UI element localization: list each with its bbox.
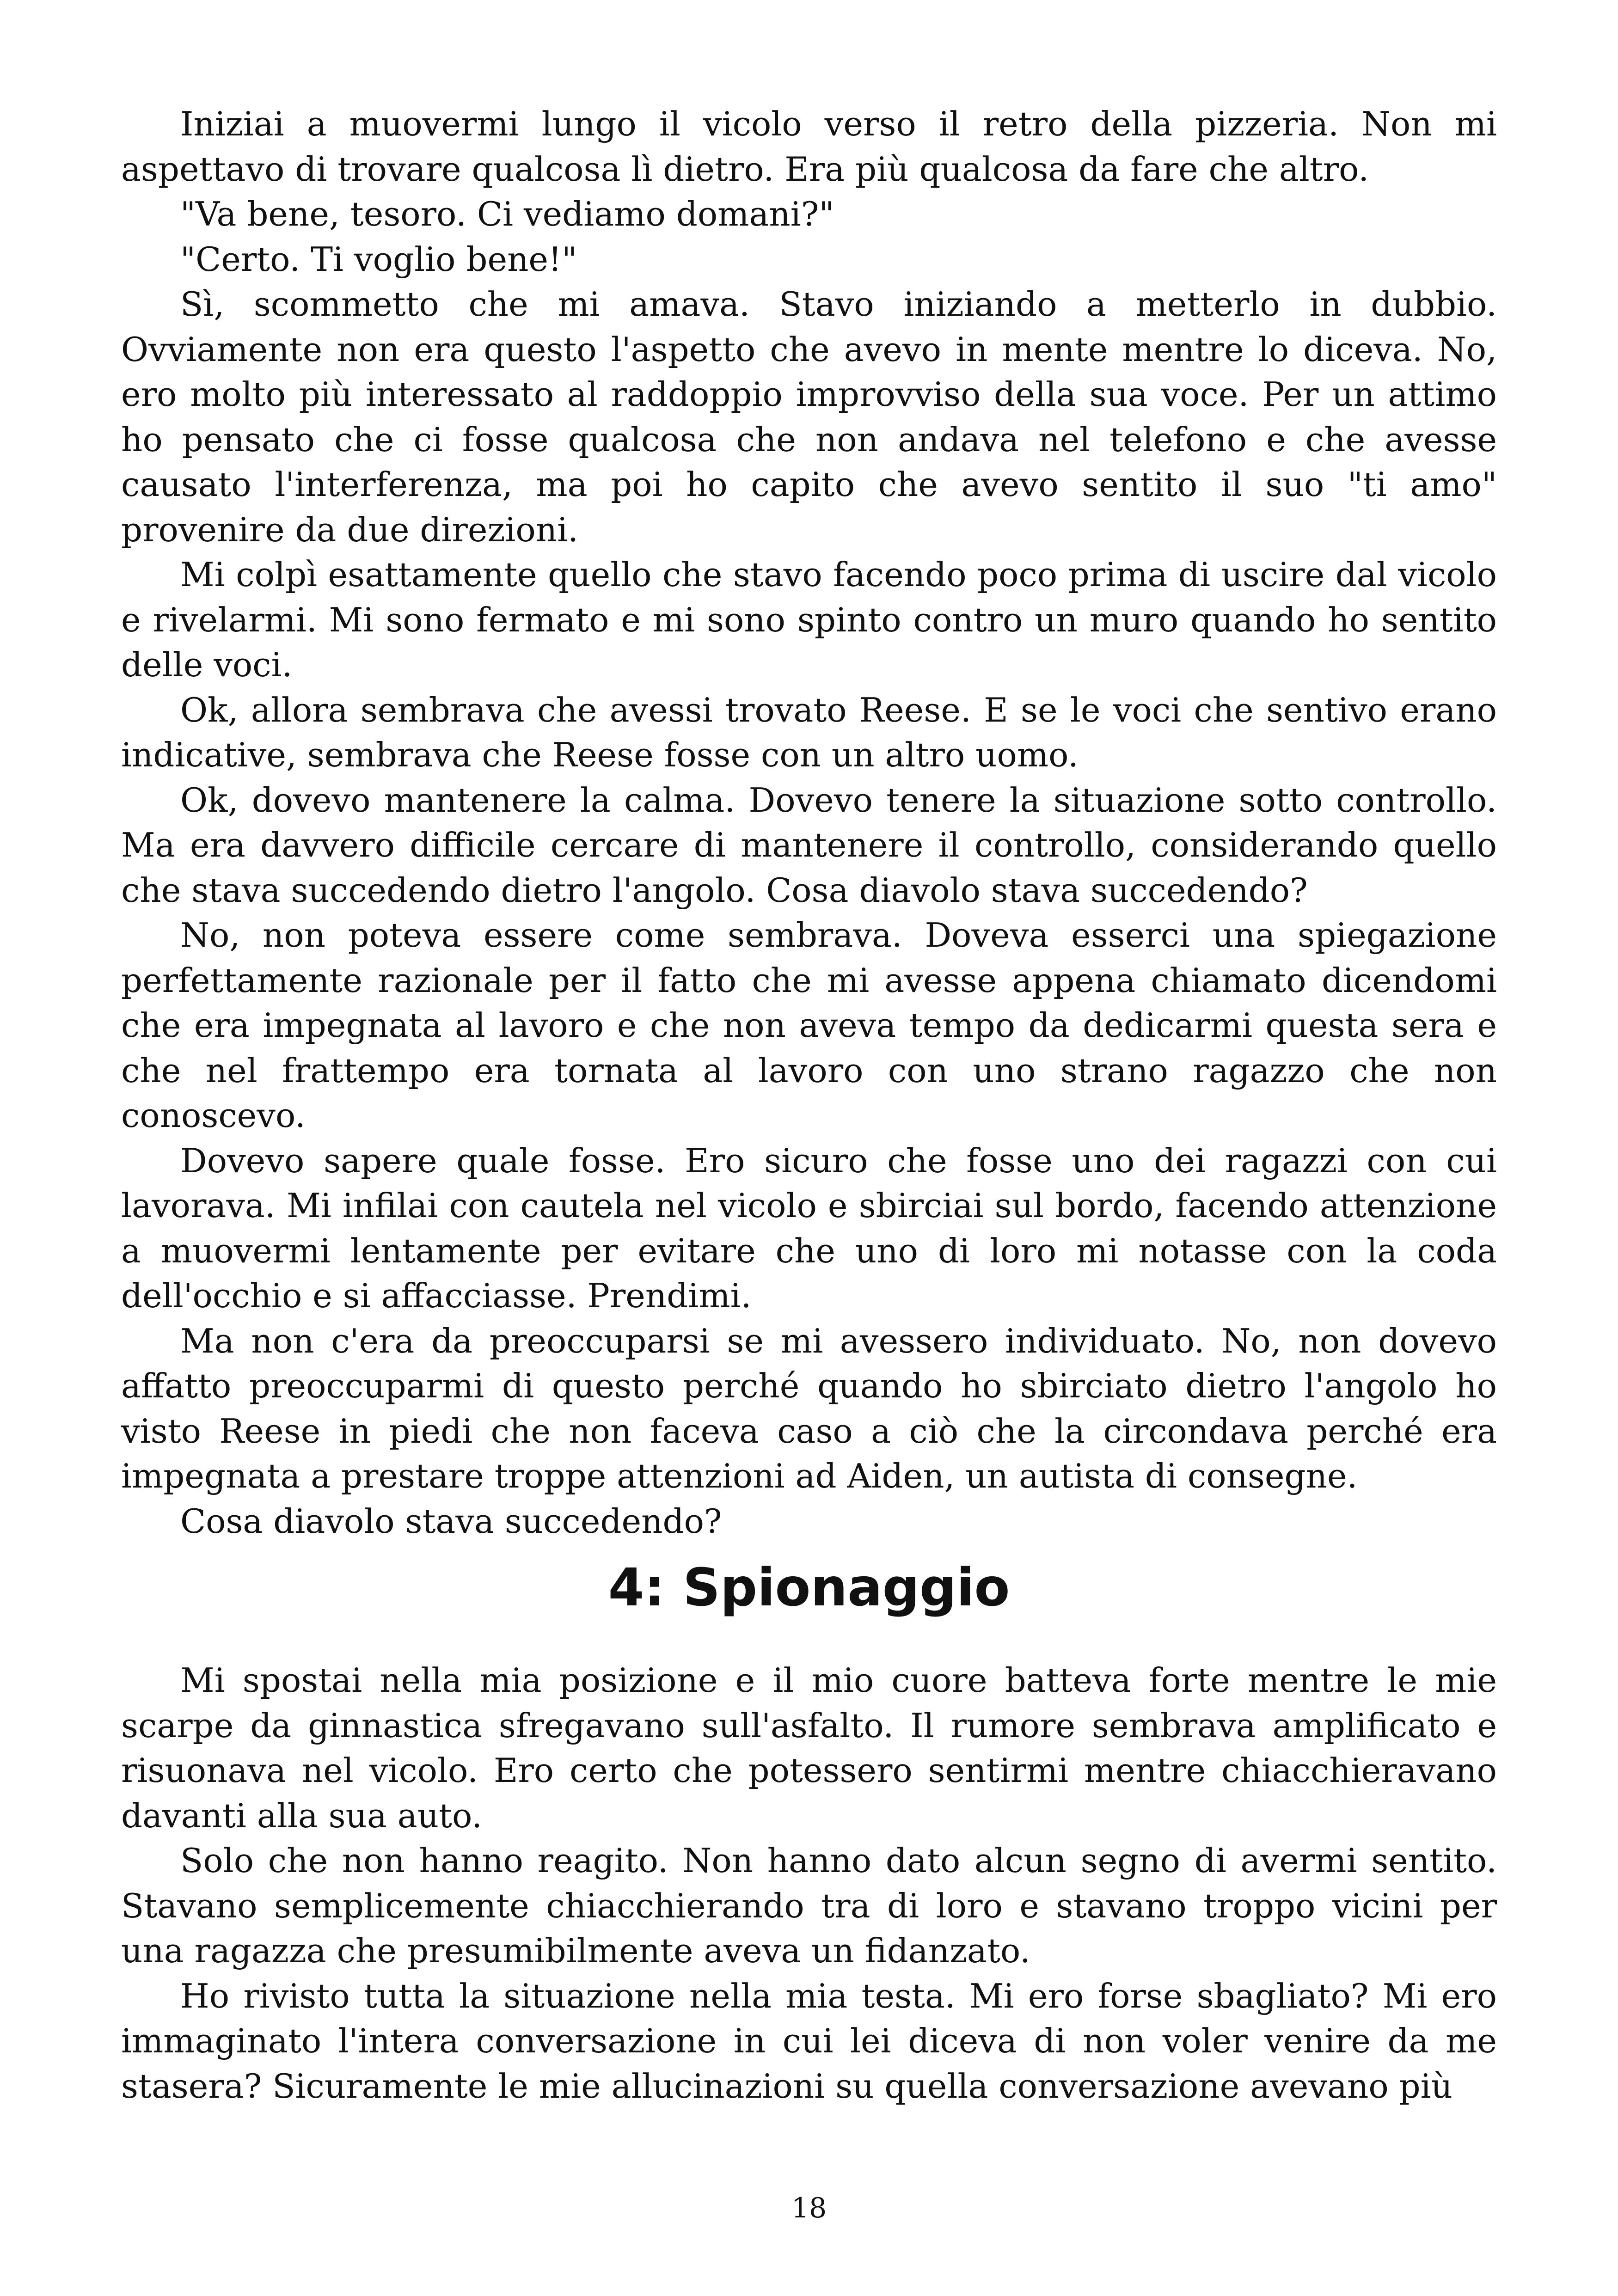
paragraph: Ok, allora sembrava che avessi trovato Reese. E se le voci che sentivo erano indicative, sembrava che Reese fosse con un altro uomo. (121, 690, 1497, 774)
paragraph: Mi spostai nella mia posizione e il mio cuore batteva forte mentre le mie scarpe da ginnastica sfregavano sull'asfalto. Il rumore sembrava amplificato e risuonava nel vicolo. Ero certo che potessero sentirmi mentre chiacchieravano davanti alla sua auto. (121, 1661, 1497, 1835)
paragraph: Dovevo sapere quale fosse. Ero sicuro che fosse uno dei ragazzi con cui lavorava. Mi infilai con cautela nel vicolo e sbirciai sul bordo, facendo attenzione a muovermi lentamente per evitare che uno di loro mi notasse con la coda dell'occhio e si affacciasse. Prendimi. (121, 1141, 1497, 1315)
paragraph: Mi colpì esattamente quello che stavo facendo poco prima di uscire dal vicolo e rivelarmi. Mi sono fermato e mi sono spinto contro un muro quando ho sentito delle voci. (121, 555, 1497, 684)
page-number: 18 (791, 2192, 827, 2224)
paragraph: Ho rivisto tutta la situazione nella mia testa. Mi ero forse sbagliato? Mi ero immaginato l'intera conversazione in cui lei diceva di non voler venire da me stasera? Sicuramente le mie allucinazioni su quella conversazione avevano più (121, 1976, 1497, 2106)
paragraph: Ma non c'era da preoccuparsi se mi avessero individuato. No, non dovevo affatto preoccuparmi di questo perché quando ho sbirciato dietro l'angolo ho visto Reese in piedi che non faceva caso a ciò che la circondava perché era impegnata a prestare troppe attenzioni ad Aiden, un autista di consegne. (121, 1321, 1497, 1495)
paragraph: Solo che non hanno reagito. Non hanno dato alcun segno di avermi sentito. Stavano semplicemente chiacchierando tra di loro e stavano troppo vicini per una ragazza che presumibilmente aveva un fidanzato. (121, 1841, 1497, 1970)
paragraph: Cosa diavolo stava succedendo? (180, 1501, 722, 1541)
paragraph: Sì, scommetto che mi amava. Stavo iniziando a metterlo in dubbio. Ovviamente non era questo l'aspetto che avevo in mente mentre lo diceva. No, ero molto più interessato al raddoppio improvviso della sua voce. Per un attimo ho pensato che ci fosse qualcosa che non andava nel telefono e che avesse causato l'interferenza, ma poi ho capito che avevo sentito il suo "ti amo" provenire da due direzioni. (121, 285, 1497, 549)
paragraph: Iniziai a muovermi lungo il vicolo verso il retro della pizzeria. Non mi aspettavo di trovare qualcosa lì dietro. Era più qualcosa da fare che altro. (121, 104, 1497, 189)
chapter-title: 4: Spionaggio (608, 1558, 1010, 1618)
chapter-heading (121, 1555, 1497, 1620)
paragraph: Ok, dovevo mantenere la calma. Dovevo tenere la situazione sotto controllo. Ma era davvero difficile cercare di mantenere il controllo, considerando quello che stava succedendo dietro l'angolo. Cosa diavolo stava succedendo? (121, 780, 1497, 910)
paragraph: "Va bene, tesoro. Ci vediamo domani?" (180, 195, 834, 233)
paragraph: No, non poteva essere come sembrava. Doveva esserci una spiegazione perfettamente razionale per il fatto che mi avesse appena chiamato dicendomi che era impegnata al lavoro e che non aveva tempo da dedicarmi questa sera e che nel frattempo era tornata al lavoro con uno strano ragazzo che non conoscevo. (121, 916, 1497, 1135)
text-block-after-chapter (121, 1658, 1497, 2109)
paragraph: "Certo. Ti voglio bene!" (180, 239, 577, 279)
text-block-before-chapter (121, 102, 1497, 1544)
